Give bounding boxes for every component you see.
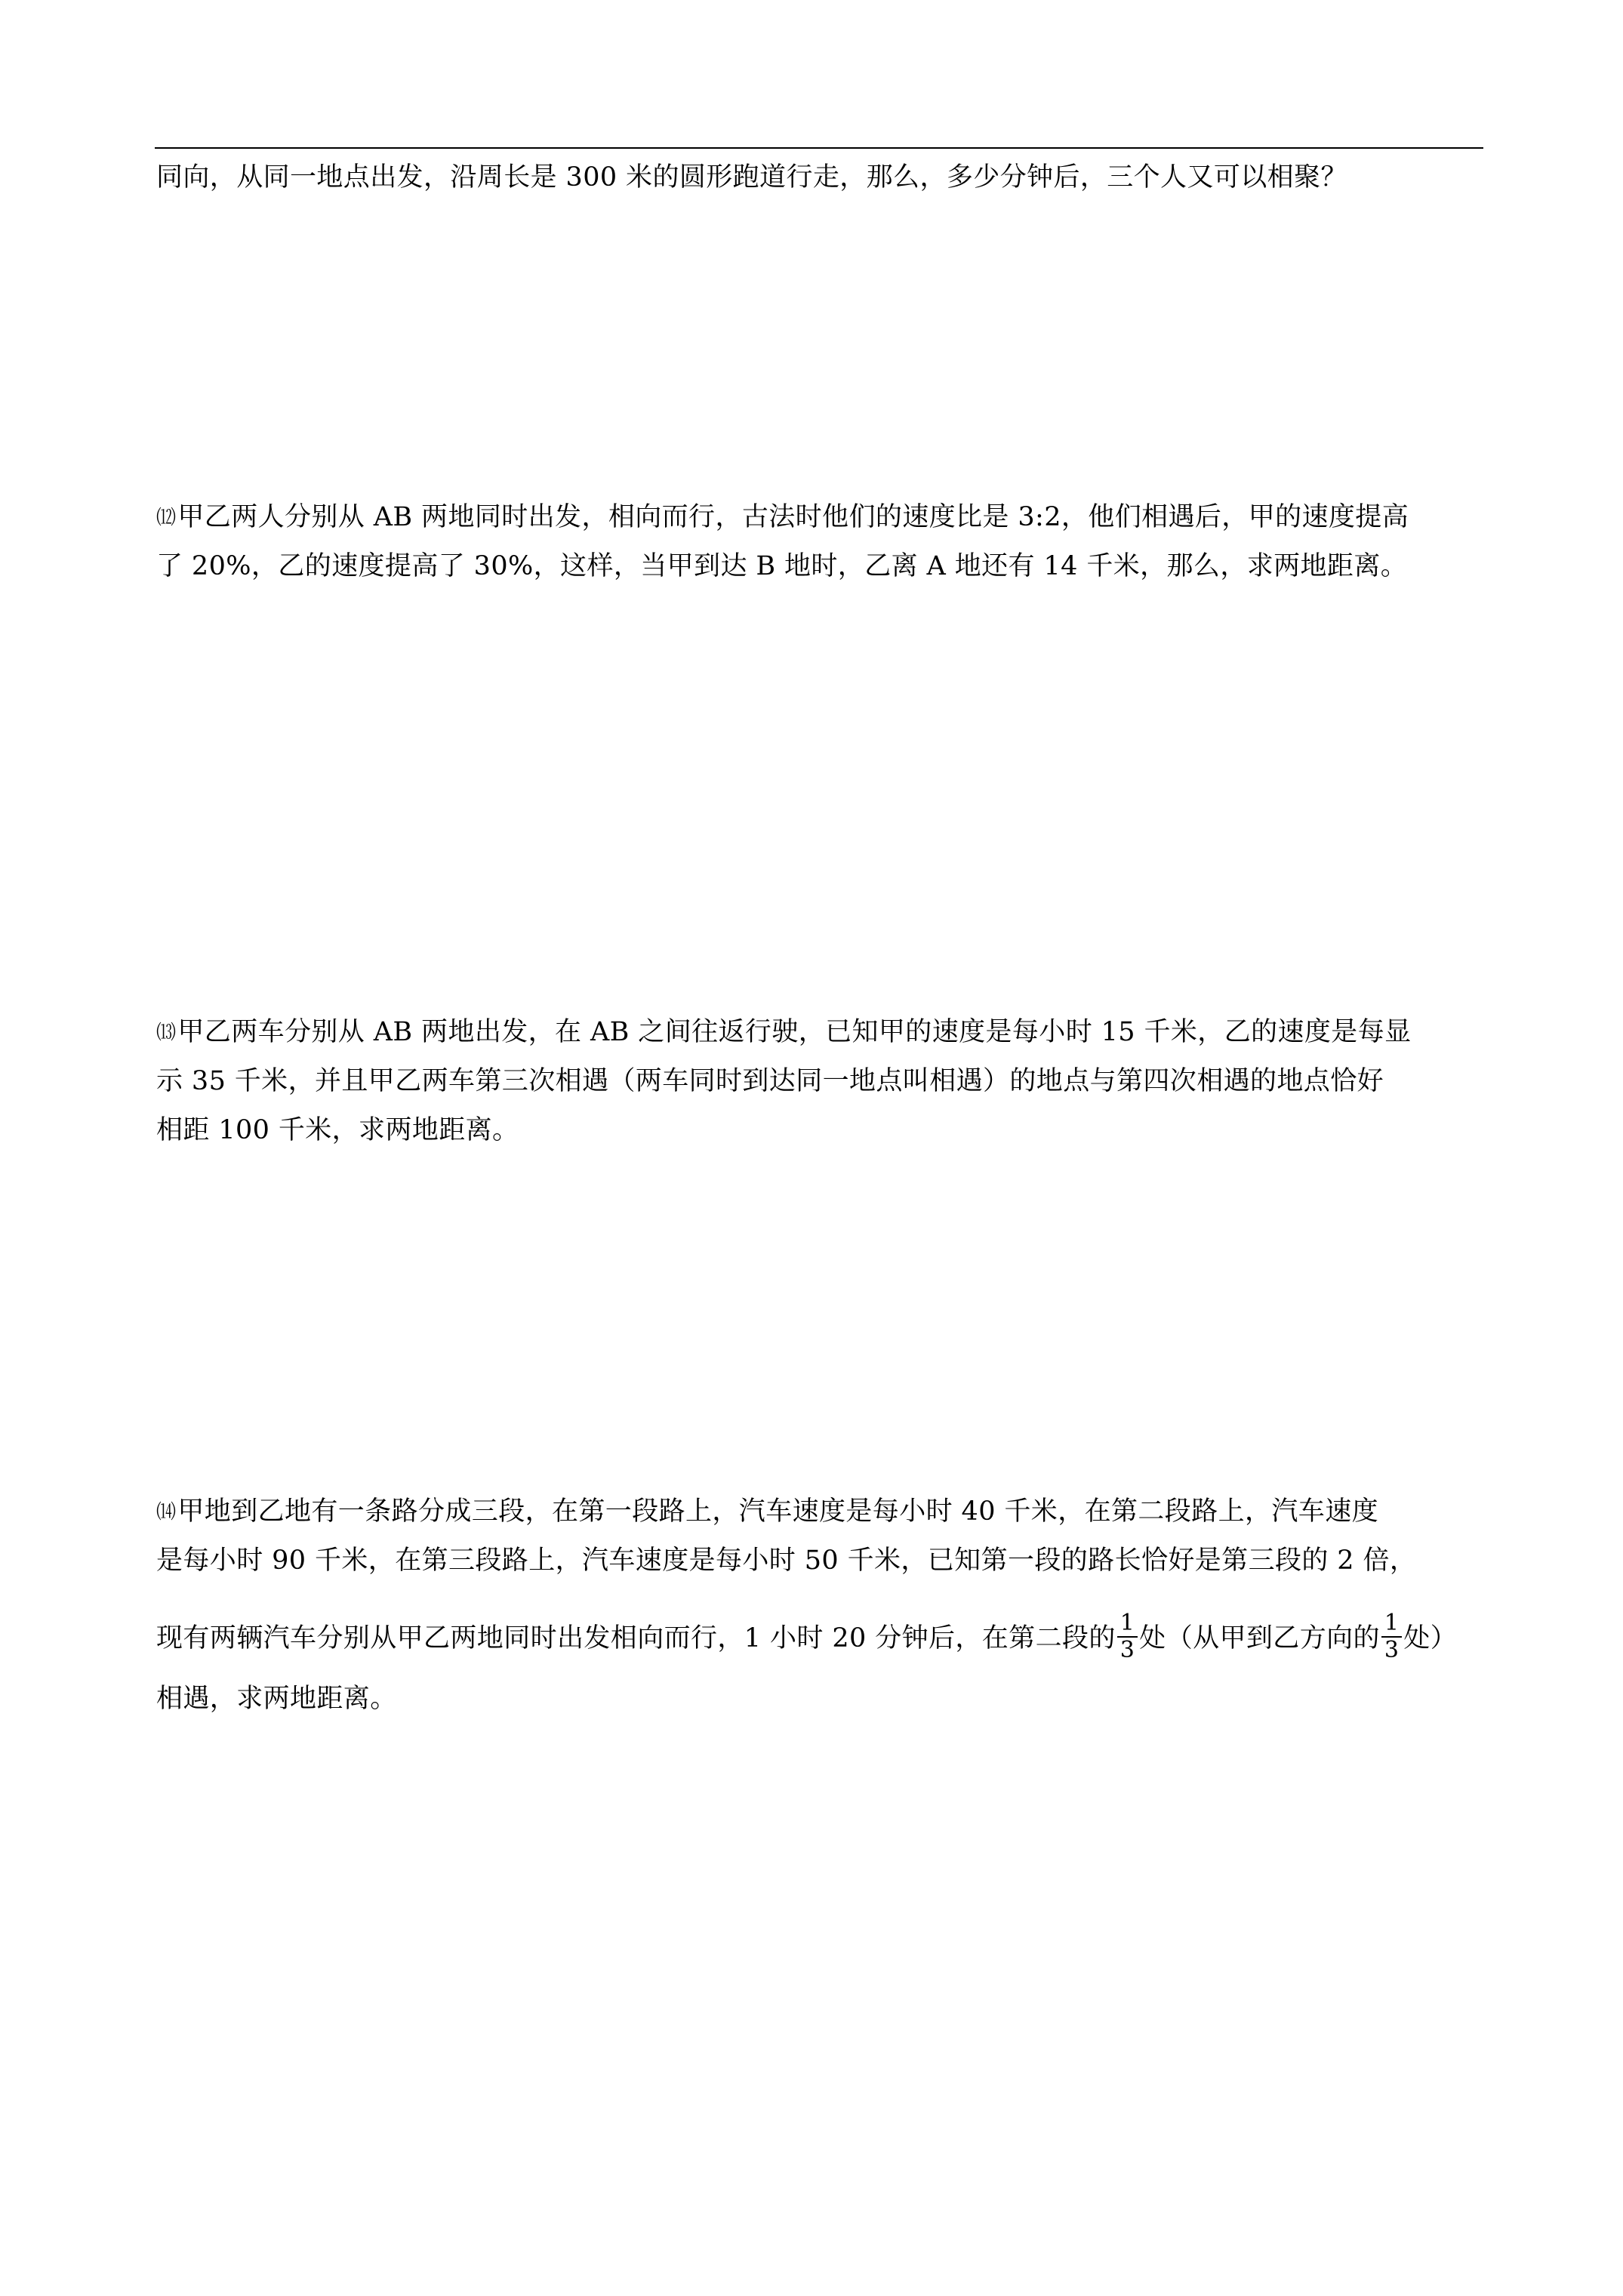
q14-text-1: 甲地到乙地有一条路分成三段，在第一段路上，汽车速度是每小时 40 千米，在第二段路上，汽车速度: [177, 1496, 1378, 1527]
fraction-numerator: 1: [1117, 1610, 1138, 1638]
q12-line-2: 了 20%，乙的速度提高了 30%，这样，当甲到达 B 地时，乙离 A 地还有 14 千米，那么，求两地距离。: [156, 551, 1408, 581]
q14-text-3c: 处）: [1403, 1623, 1458, 1653]
q12-text-1: 甲乙两人分别从 AB 两地同时出发，相向而行，古法时他们的速度比是 3:2，他们相遇后，甲的速度提高: [177, 502, 1409, 532]
q13-line-2: 示 35 千米，并且甲乙两车第三次相遇（两车同时到达同一地点叫相遇）的地点与第四次相遇的地点恰好: [156, 1066, 1384, 1096]
q13-line-3: 相距 100 千米，求两地距离。: [156, 1115, 519, 1145]
fraction-numerator-2: 1: [1381, 1610, 1403, 1638]
q14-line-3: [156, 1604, 1485, 1672]
header-rule: [155, 147, 1483, 149]
q13-line-1: [156, 1013, 1485, 1052]
q14-text-3a: 现有两辆汽车分别从甲乙两地同时出发相向而行，1 小时 20 分钟后，在第二段的: [156, 1623, 1116, 1653]
fraction-one-third: [1117, 1610, 1138, 1663]
q14-text-3b: 处（从甲到乙方向的: [1139, 1623, 1380, 1653]
fraction-denominator-2: 3: [1384, 1636, 1400, 1663]
q11-continuation: 同向，从同一地点出发，沿周长是 300 米的圆形跑道行走，那么，多少分钟后，三个人又可以相聚？: [156, 162, 1347, 193]
q12-number: ⑿: [156, 507, 177, 529]
q14-line-1: [156, 1493, 1485, 1531]
fraction-denominator: 3: [1119, 1636, 1135, 1663]
q12-line-1: [156, 498, 1485, 537]
q13-number: ⒀: [156, 1022, 177, 1044]
q14-line-2: 是每小时 90 千米，在第三段路上，汽车速度是每小时 50 千米，已知第一段的路长恰好是第三段的 2 倍，: [156, 1546, 1417, 1576]
q14-number: ⒁: [156, 1501, 177, 1524]
q13-text-1: 甲乙两车分别从 AB 两地出发，在 AB 之间往返行驶，已知甲的速度是每小时 15 千米，乙的速度是每显: [177, 1017, 1412, 1047]
q14-line-4: 相遇，求两地距离。: [156, 1684, 397, 1714]
fraction-one-third-2: [1381, 1610, 1403, 1663]
